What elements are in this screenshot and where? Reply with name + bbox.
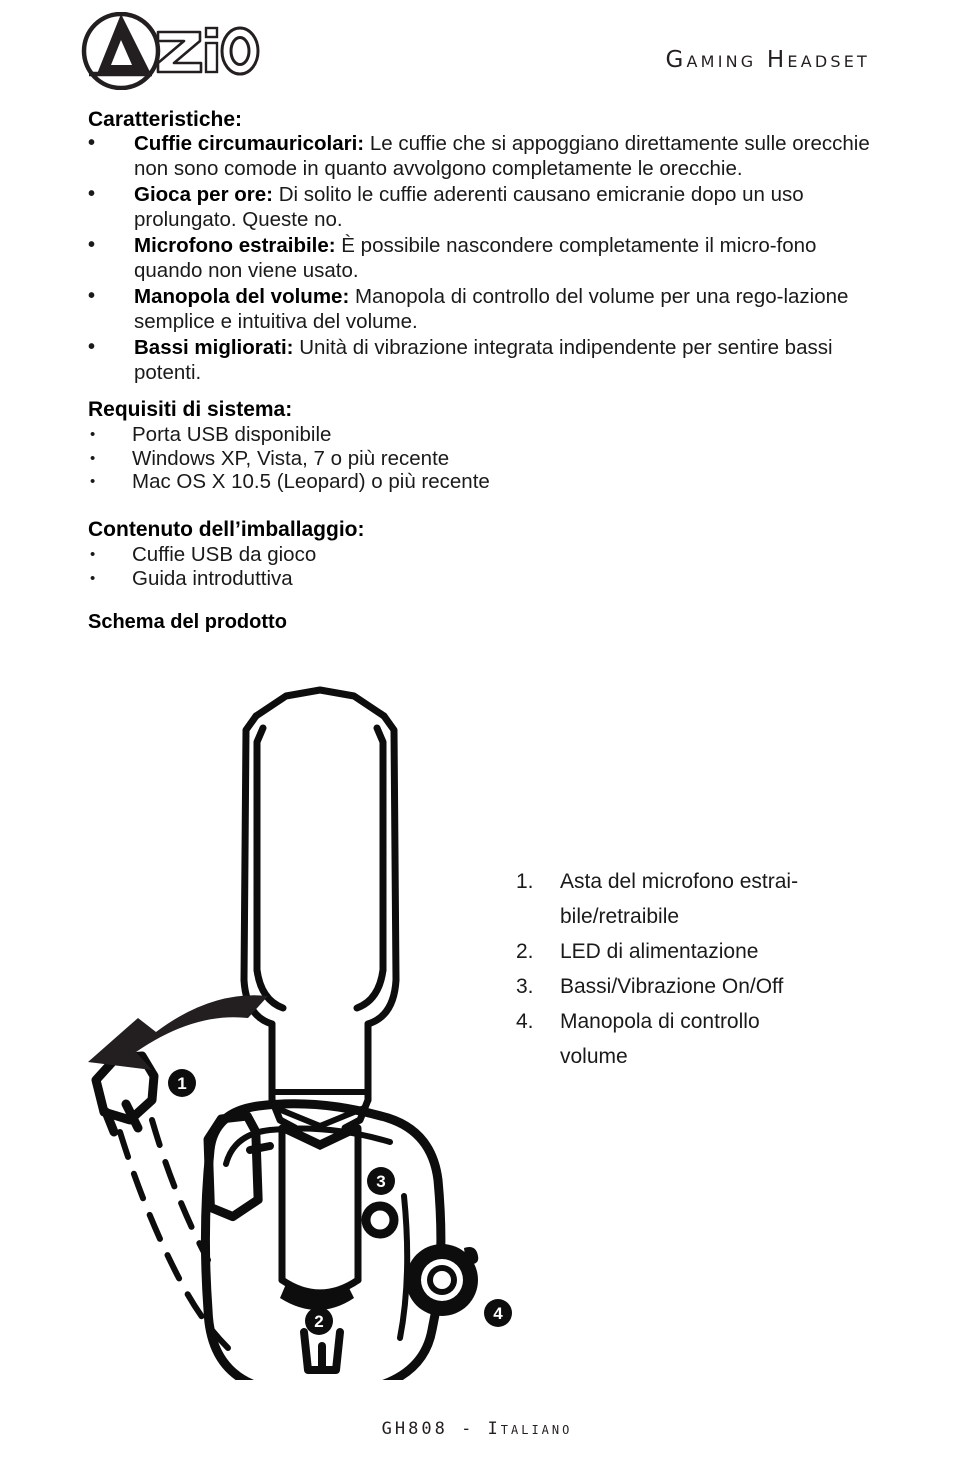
list-item [88,182,888,232]
callout-label-line2: volume [560,1045,628,1068]
callout-badge-2 [305,1307,333,1335]
feature-text: Di solito le cuffie aderenti causano emicranie dopo un uso prolungato. Queste no. [134,183,804,231]
bullet-glyph: • [88,132,96,154]
bullet-glyph: • [90,569,96,587]
requirements-heading: Requisiti di sistema: [88,398,293,421]
callout-badge-3 [367,1167,395,1195]
requirement-text: Windows XP, Vista, 7 o più recente [132,446,450,470]
page-header [0,0,954,100]
feature-term: Bassi migliorati: [134,336,294,359]
callout-label-line1: LED di alimentazione [560,940,759,963]
callout-label-line2: bile/retraibile [560,905,680,928]
bullet-glyph: • [88,336,96,358]
page-footer: GH808 - Italiano [381,1419,573,1439]
callout-label-line1: Asta del microfono estrai- [560,870,799,893]
rotation-arrow-icon [88,995,268,1070]
header-title: Gaming Headset [665,47,870,73]
features-heading: Caratteristiche: [88,108,243,131]
bullet-glyph: • [88,183,96,205]
callout-index: 1. [516,870,534,893]
svg-text:1: 1 [177,1074,187,1093]
bullet-glyph: • [90,473,96,490]
feature-text: Manopola di controllo del volume per una rego-lazione semplice e intuitiva del volume. [134,285,849,333]
requirement-text: Porta USB disponibile [132,423,332,446]
bullet-glyph: • [90,426,96,443]
callout-badge-4 [484,1299,512,1327]
features-list [88,131,888,386]
callout-index: 3. [516,975,534,998]
bullet-glyph: • [88,234,96,256]
list-item [88,543,688,567]
list-item [88,233,888,283]
feature-term: Manopola del volume: [134,285,350,308]
list-item [88,470,688,494]
bullet-glyph: • [90,546,96,563]
list-item [88,335,888,385]
callout-label-line1: Manopola di controllo [560,1010,760,1033]
package-list [88,543,688,590]
callout-badge-1 [168,1069,196,1097]
diagram-heading: Schema del prodotto [88,611,287,633]
feature-term: Gioca per ore: [134,183,273,206]
svg-text:2: 2 [314,1312,324,1331]
feature-text: È possibile nascondere completamente il micro-fono quando non viene usato. [134,234,817,282]
callout-label-line1: Bassi/Vibrazione On/Off [560,975,784,998]
feature-term: Microfono estraibile: [134,234,336,257]
svg-text:4: 4 [493,1304,503,1323]
list-item [88,447,688,471]
list-item [88,131,888,181]
requirements-list [88,423,688,494]
bullet-glyph: • [88,285,96,307]
feature-text: Le cuffie che si appoggiano direttamente sulle orecchie non sono comode in quanto avvolgono completamente le orecchie. [134,132,870,180]
package-text: Guida introduttiva [132,566,293,590]
callout-index: 2. [516,940,534,963]
feature-text: Unità di vibrazione integrata indipendente per sentire bassi potenti. [134,336,833,384]
list-item [88,423,688,447]
list-item [88,284,888,334]
requirement-text: Mac OS X 10.5 (Leopard) o più recente [132,470,490,493]
package-heading: Contenuto dell’imballaggio: [88,518,365,541]
bullet-glyph: • [90,449,96,467]
package-text: Cuffie USB da gioco [132,543,317,566]
list-item [88,567,688,591]
azio-logo [80,12,260,90]
feature-term: Cuffie circumauricolari: [134,132,365,155]
callout-index: 4. [516,1010,534,1033]
product-diagram-illustration [60,680,580,1380]
svg-text:3: 3 [376,1172,386,1191]
